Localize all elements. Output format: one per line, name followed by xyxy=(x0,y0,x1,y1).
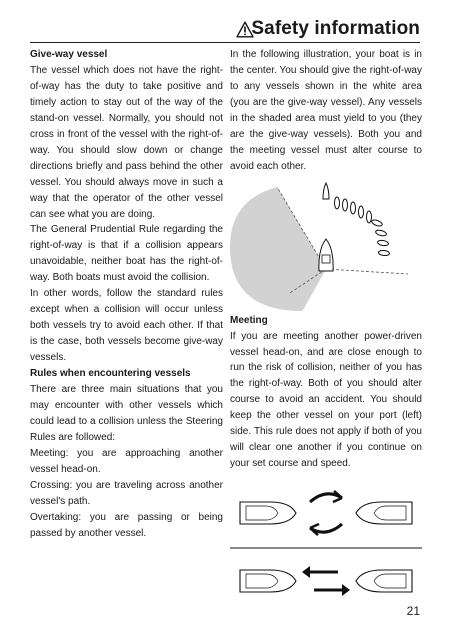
meeting-boat-left-icon xyxy=(240,502,296,524)
situations-paragraph: There are three main situations that you may encounter with other vessels which could lead to a collision unless the Steering Rules are followed: xyxy=(30,384,223,443)
center-boat-icon xyxy=(319,239,333,271)
standard-rules-paragraph: In other words, follow the standard rules except when a collision will occur unless both vessels try to avoid each other. If that is the case, both vessels become give-way vessels. xyxy=(30,288,223,364)
left-column xyxy=(30,47,223,542)
giveway-paragraph: The vessel which does not have the right-of-way has the duty to take positive and timely action to stay out of the way of the stand-on vessel. Normally, you should not cross in front of the vessel with the right-of-way. You should slow down or change directions briefly and pass behind the other vessel. You should always move in such a way that the operator of the other vessel can see what you are doing. xyxy=(30,64,223,220)
giveway-heading: Give-way vessel xyxy=(30,49,108,60)
rules-heading: Rules when encountering vessels xyxy=(30,368,191,380)
header-rule xyxy=(30,42,420,43)
meeting-definition: Meeting: you are approaching another vessel head-on. xyxy=(30,447,223,475)
page-number: 21 xyxy=(406,604,420,618)
crossing-definition: Crossing: you are traveling across another vessel's path. xyxy=(30,479,223,507)
meeting-heading: Meeting xyxy=(230,314,268,326)
overtaking-definition: Overtaking: you are passing or being passed by another vessel. xyxy=(30,511,223,539)
right-of-way-diagram xyxy=(230,181,422,311)
meeting-boat-right-icon xyxy=(356,502,412,524)
page-header xyxy=(0,18,450,44)
passing-boat-right-icon xyxy=(356,570,412,592)
meeting-paragraph: If you are meeting another power-driven vessel head-on, and are close enough to run the risk of collision, neither of you has the right-of-way. Both of you should alter course to avoid an accident. You should keep the other vessel on your port (left) side. This rule does not apply if both of you will clear one another if you continue on your set course and speed. xyxy=(230,330,422,470)
illustration-paragraph: In the following illustration, your boat is in the center. You should give the right-of-way to any vessels shown in the white area (you are the give-way vessel). Any vessels in the shaded area must yield to you (they are the give-way vessels). Both you and the meeting vessel must alter course to avoid each other. xyxy=(230,49,422,172)
starboard-boats-icon xyxy=(335,197,390,256)
ahead-boat-icon xyxy=(323,183,329,199)
prudential-paragraph: The General Prudential Rule regarding the right-of-way is that if a collision appears unavoidable, neither boat has the right-of-way. Both boats must avoid the collision. xyxy=(30,224,223,284)
right-column xyxy=(230,47,422,622)
passing-boat-left-icon xyxy=(240,570,296,592)
page-title: Safety information xyxy=(251,18,420,39)
giveway-shaded-sector xyxy=(230,187,326,311)
meeting-diagram xyxy=(230,490,422,622)
